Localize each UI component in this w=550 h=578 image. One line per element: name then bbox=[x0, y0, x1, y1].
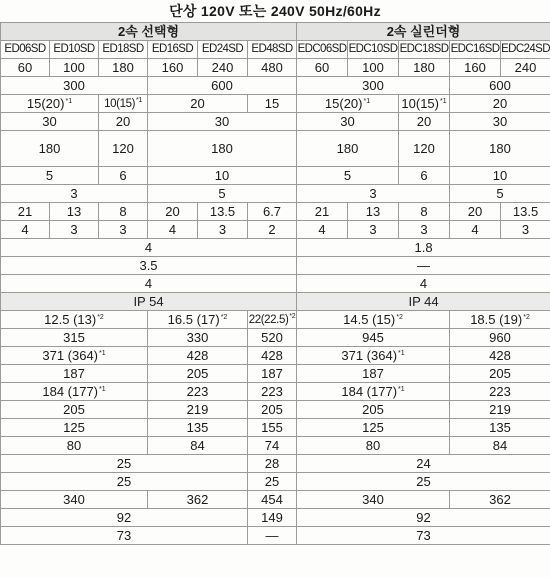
table-cell: 120 bbox=[99, 131, 148, 167]
table-cell: 960 bbox=[450, 329, 550, 347]
table-cell: 223 bbox=[248, 383, 297, 401]
table-cell: 24 bbox=[297, 455, 550, 473]
table-cell: 21 bbox=[1, 203, 50, 221]
table-cell: 3 bbox=[50, 221, 99, 239]
table-cell: 205 bbox=[1, 401, 148, 419]
table-cell: 3 bbox=[348, 221, 399, 239]
table-cell: 125 bbox=[297, 419, 450, 437]
group-header-left: 2속 선택형 bbox=[1, 23, 297, 41]
table-cell: $22(22.5)^{*2}$ bbox=[248, 311, 297, 329]
table-row bbox=[1, 473, 550, 491]
table-cell: 187 bbox=[1, 365, 148, 383]
table-cell: 2 bbox=[248, 221, 297, 239]
table-cell: 30 bbox=[450, 113, 550, 131]
table-cell: 187 bbox=[297, 365, 450, 383]
model-cell: ED10SD bbox=[50, 41, 99, 59]
table-row bbox=[1, 131, 550, 167]
table-cell: $15(20)^{*1}$ bbox=[297, 95, 399, 113]
table-cell: 3 bbox=[1, 185, 148, 203]
table-cell: 371 $(364)^{*1}$ bbox=[1, 347, 148, 365]
table-cell: 371 $(364)^{*1}$ bbox=[297, 347, 450, 365]
table-cell: 84 bbox=[148, 437, 248, 455]
table-cell: 125 bbox=[1, 419, 148, 437]
table-cell: 315 bbox=[1, 329, 148, 347]
table-cell: 4 bbox=[297, 275, 550, 293]
model-cell: EDC06SD bbox=[297, 41, 348, 59]
table-cell: 160 bbox=[450, 59, 501, 77]
model-cell: EDC18SD bbox=[399, 41, 450, 59]
table-cell: 184 $(177)^{*1}$ bbox=[297, 383, 450, 401]
table-cell: 30 bbox=[1, 113, 99, 131]
group-header-right: 2속 실린더형 bbox=[297, 23, 550, 41]
table-cell: 20 bbox=[148, 95, 248, 113]
table-cell: 13.5 bbox=[501, 203, 550, 221]
table-cell: 80 bbox=[1, 437, 148, 455]
table-row bbox=[1, 437, 550, 455]
model-cell: EDC24SD bbox=[501, 41, 550, 59]
table-cell: 205 bbox=[248, 401, 297, 419]
table-cell: 3 bbox=[297, 185, 450, 203]
table-cell: 20 bbox=[99, 113, 148, 131]
table-row bbox=[1, 257, 550, 275]
table-cell: 92 bbox=[297, 509, 550, 527]
table-cell: 60 bbox=[297, 59, 348, 77]
table-cell: 5 bbox=[1, 167, 99, 185]
table-cell: 74 bbox=[248, 437, 297, 455]
model-row bbox=[1, 41, 550, 59]
table-cell: 149 bbox=[248, 509, 297, 527]
table-cell: 945 bbox=[297, 329, 450, 347]
table-cell: 16.5 $(17)^{*2}$ bbox=[148, 311, 248, 329]
table-cell: 13 bbox=[348, 203, 399, 221]
table-cell: 13 bbox=[50, 203, 99, 221]
table-row bbox=[1, 311, 550, 329]
table-cell: 100 bbox=[50, 59, 99, 77]
table-cell: 223 bbox=[148, 383, 248, 401]
table-cell: 30 bbox=[148, 113, 297, 131]
table-cell: 219 bbox=[148, 401, 248, 419]
table-cell: 428 bbox=[148, 347, 248, 365]
table-cell: 20 bbox=[450, 203, 501, 221]
table-cell: 205 bbox=[148, 365, 248, 383]
table-cell: 180 bbox=[148, 131, 297, 167]
model-cell: ED18SD bbox=[99, 41, 148, 59]
table-cell: 92 bbox=[1, 509, 248, 527]
table-cell: 5 bbox=[148, 185, 297, 203]
table-cell: 135 bbox=[148, 419, 248, 437]
table-cell: IP 44 bbox=[297, 293, 550, 311]
spec-table bbox=[0, 22, 550, 545]
table-row bbox=[1, 221, 550, 239]
table-cell: 20 bbox=[450, 95, 550, 113]
table-cell: 340 bbox=[1, 491, 148, 509]
table-row bbox=[1, 329, 550, 347]
table-cell: 205 bbox=[297, 401, 450, 419]
table-cell: 3 bbox=[501, 221, 550, 239]
table-cell: 340 bbox=[297, 491, 450, 509]
table-row bbox=[1, 77, 550, 95]
table-row bbox=[1, 113, 550, 131]
table-row bbox=[1, 383, 550, 401]
table-cell: 300 bbox=[1, 77, 148, 95]
table-row bbox=[1, 185, 550, 203]
table-cell: — bbox=[248, 527, 297, 545]
table-cell: 520 bbox=[248, 329, 297, 347]
table-cell: 28 bbox=[248, 455, 297, 473]
table-cell: 135 bbox=[450, 419, 550, 437]
table-cell: 219 bbox=[450, 401, 550, 419]
table-cell: 6 bbox=[99, 167, 148, 185]
page-title: 단상 120V 또는 240V 50Hz/60Hz bbox=[169, 3, 381, 19]
model-cell: EDC16SD bbox=[450, 41, 501, 59]
table-cell: 155 bbox=[248, 419, 297, 437]
table-row bbox=[1, 95, 550, 113]
table-row bbox=[1, 239, 550, 257]
table-cell: 60 bbox=[1, 59, 50, 77]
table-cell: 25 bbox=[1, 473, 248, 491]
table-cell: 12.5 $(13)^{*2}$ bbox=[1, 311, 148, 329]
table-cell: 205 bbox=[450, 365, 550, 383]
table-cell: 428 bbox=[450, 347, 550, 365]
table-cell: 4 bbox=[1, 275, 297, 293]
table-cell: 600 bbox=[148, 77, 297, 95]
table-cell: 1.8 bbox=[297, 239, 550, 257]
table-cell: 330 bbox=[148, 329, 248, 347]
table-cell: 30 bbox=[297, 113, 399, 131]
table-cell: 300 bbox=[297, 77, 450, 95]
table-cell: 187 bbox=[248, 365, 297, 383]
table-cell: 10 bbox=[450, 167, 550, 185]
table-cell: $15(20)^{*1}$ bbox=[1, 95, 99, 113]
table-row bbox=[1, 365, 550, 383]
table-cell: 428 bbox=[248, 347, 297, 365]
table-row bbox=[1, 401, 550, 419]
model-cell: ED48SD bbox=[248, 41, 297, 59]
table-cell: 25 bbox=[248, 473, 297, 491]
group-header-row bbox=[1, 23, 550, 41]
table-cell: 10 bbox=[148, 167, 297, 185]
table-cell: 25 bbox=[297, 473, 550, 491]
table-cell: IP 54 bbox=[1, 293, 297, 311]
table-row bbox=[1, 347, 550, 365]
model-cell: ED06SD bbox=[1, 41, 50, 59]
table-row bbox=[1, 455, 550, 473]
table-row bbox=[1, 167, 550, 185]
table-cell: 180 bbox=[450, 131, 550, 167]
table-cell: 240 bbox=[501, 59, 550, 77]
table-cell: 362 bbox=[450, 491, 550, 509]
table-cell: 600 bbox=[450, 77, 550, 95]
table-row bbox=[1, 275, 550, 293]
table-cell: 160 bbox=[148, 59, 198, 77]
table-cell: $10(15)^{*1}$ bbox=[99, 95, 148, 113]
table-cell: 362 bbox=[148, 491, 248, 509]
table-cell: 3 bbox=[99, 221, 148, 239]
table-cell: 4 bbox=[297, 221, 348, 239]
table-cell: 4 bbox=[1, 239, 297, 257]
table-cell: 4 bbox=[1, 221, 50, 239]
table-row bbox=[1, 491, 550, 509]
table-cell: 20 bbox=[399, 113, 450, 131]
table-cell: 3 bbox=[198, 221, 248, 239]
table-cell: 80 bbox=[297, 437, 450, 455]
table-cell: 120 bbox=[399, 131, 450, 167]
table-cell: 480 bbox=[248, 59, 297, 77]
table-cell: 73 bbox=[1, 527, 248, 545]
table-cell: 180 bbox=[1, 131, 99, 167]
table-row bbox=[1, 293, 550, 311]
table-cell: 6.7 bbox=[248, 203, 297, 221]
model-cell: ED24SD bbox=[198, 41, 248, 59]
table-cell: $10(15)^{*1}$ bbox=[399, 95, 450, 113]
table-cell: 73 bbox=[297, 527, 550, 545]
model-cell: ED16SD bbox=[148, 41, 198, 59]
table-cell: 20 bbox=[148, 203, 198, 221]
table-cell: 8 bbox=[399, 203, 450, 221]
table-cell: 21 bbox=[297, 203, 348, 221]
model-cell: EDC10SD bbox=[348, 41, 399, 59]
table-cell: — bbox=[297, 257, 550, 275]
table-cell: 180 bbox=[297, 131, 399, 167]
table-cell: 15 bbox=[248, 95, 297, 113]
table-cell: 180 bbox=[99, 59, 148, 77]
table-cell: 3 bbox=[399, 221, 450, 239]
table-cell: 84 bbox=[450, 437, 550, 455]
table-row bbox=[1, 59, 550, 77]
table-cell: 25 bbox=[1, 455, 248, 473]
table-cell: 6 bbox=[399, 167, 450, 185]
table-cell: 13.5 bbox=[198, 203, 248, 221]
table-cell: 240 bbox=[198, 59, 248, 77]
table-cell: 14.5 $(15)^{*2}$ bbox=[297, 311, 450, 329]
table-cell: 5 bbox=[450, 185, 550, 203]
table-cell: 8 bbox=[99, 203, 148, 221]
table-cell: 223 bbox=[450, 383, 550, 401]
table-cell: 3.5 bbox=[1, 257, 297, 275]
table-row bbox=[1, 203, 550, 221]
table-cell: 4 bbox=[450, 221, 501, 239]
table-cell: 5 bbox=[297, 167, 399, 185]
table-cell: 4 bbox=[148, 221, 198, 239]
table-cell: 180 bbox=[399, 59, 450, 77]
table-row bbox=[1, 509, 550, 527]
table-cell: 100 bbox=[348, 59, 399, 77]
table-cell: 18.5 $(19)^{*2}$ bbox=[450, 311, 550, 329]
table-cell: 454 bbox=[248, 491, 297, 509]
table-row bbox=[1, 419, 550, 437]
table-row bbox=[1, 527, 550, 545]
table-cell: 184 $(177)^{*1}$ bbox=[1, 383, 148, 401]
